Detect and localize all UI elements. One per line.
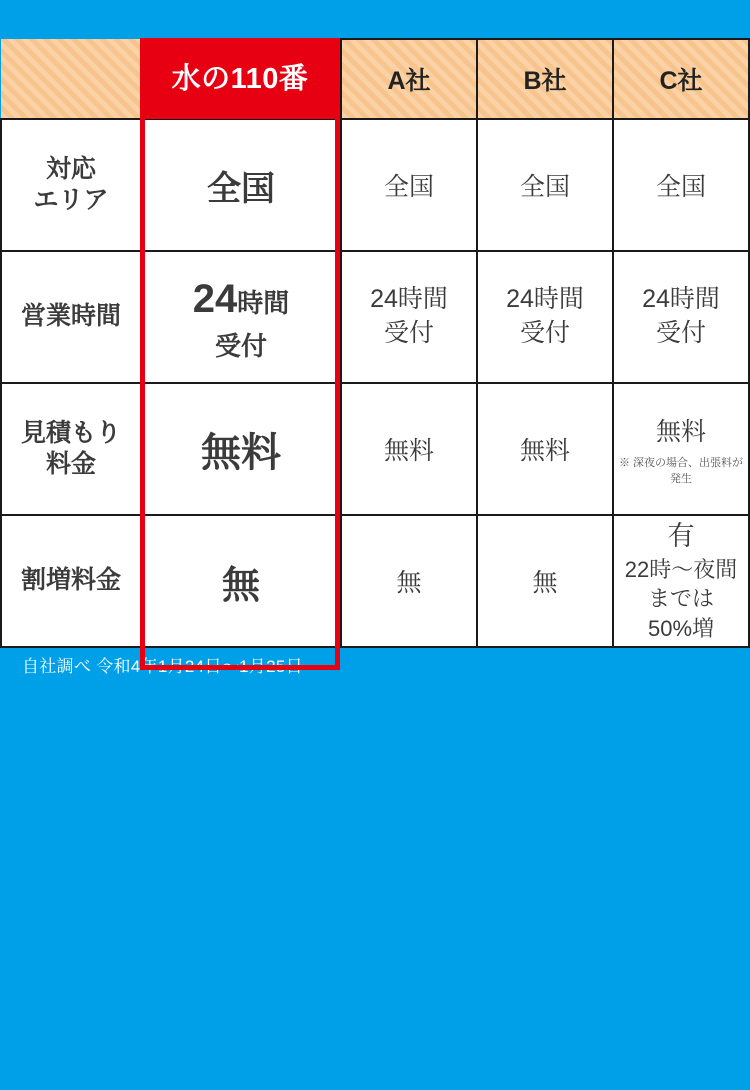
row-label-area-line1: 対応: [45, 154, 96, 183]
cell-c-estimate-note: ※ 深夜の場合、出張料が発生: [618, 457, 744, 485]
cell-c-surcharge: [613, 515, 749, 647]
row-label-area: [1, 119, 141, 251]
cell-c-hours-line1: 24時間: [642, 285, 720, 314]
row-label-hours: 営業時間: [1, 251, 141, 383]
header-company-c: C社: [613, 39, 749, 119]
cell-main-hours-line2: 受付: [214, 330, 267, 361]
row-label-estimate-line2: 料金: [45, 450, 96, 478]
cell-a-hours-line2: 受付: [383, 319, 434, 347]
cell-a-area: 全国: [341, 119, 477, 251]
comparison-table: [0, 38, 750, 648]
cell-c-hours-line2: 受付: [655, 319, 706, 347]
cell-c-area: 全国: [613, 119, 749, 251]
cell-a-estimate: 無料: [341, 383, 477, 515]
cell-b-estimate: 無料: [477, 383, 613, 515]
header-company-a: A社: [341, 39, 477, 119]
cell-c-surcharge-line3: までは: [647, 586, 714, 612]
cell-c-surcharge-line1: 有: [667, 521, 695, 552]
cell-main-surcharge-value: 無: [221, 564, 260, 607]
main-company-name: 水の110番: [171, 62, 309, 95]
row-label-estimate: [1, 383, 141, 515]
cell-c-estimate: [613, 383, 749, 515]
cell-c-surcharge-line4: 50%増: [647, 616, 715, 642]
cell-c-hours: [613, 251, 749, 383]
cell-main-hours-line1: [142, 272, 340, 326]
cell-main-hours-number: 24: [192, 276, 238, 321]
cell-a-hours: [341, 251, 477, 383]
table-row: [1, 515, 749, 647]
cell-a-hours-line1: 24時間: [370, 285, 448, 314]
cell-c-surcharge-line2: 22時〜夜間: [624, 556, 738, 582]
row-label-estimate-line1: 見積もり: [20, 418, 121, 447]
cell-b-hours: [477, 251, 613, 383]
table-corner-cell: [1, 39, 141, 119]
cell-c-estimate-value: 無料: [655, 418, 706, 446]
cell-main-surcharge: [141, 515, 341, 647]
main-company-header: [140, 38, 340, 114]
table-row: [1, 251, 749, 383]
table-row: [1, 119, 749, 251]
table-row: [1, 383, 749, 515]
comparison-table-wrapper: [0, 38, 750, 648]
cell-b-area: 全国: [477, 119, 613, 251]
cell-main-hours: [141, 251, 341, 383]
cell-b-surcharge: 無: [477, 515, 613, 647]
header-company-b: B社: [477, 39, 613, 119]
cell-main-estimate: [141, 383, 341, 515]
cell-b-hours-line2: 受付: [519, 319, 570, 347]
cell-main-area: [141, 119, 341, 251]
cell-main-hours-unit: 時間: [237, 287, 290, 318]
source-footnote: 自社調べ 令和4年1月24日〜1月25日: [22, 657, 303, 676]
row-label-area-line2: エリア: [33, 186, 109, 214]
cell-main-area-value: 全国: [207, 169, 275, 208]
table-header-row: [1, 39, 749, 119]
cell-main-estimate-value: 無料: [201, 430, 281, 475]
cell-b-hours-line1: 24時間: [506, 285, 584, 314]
cell-a-surcharge: 無: [341, 515, 477, 647]
row-label-surcharge: 割増料金: [1, 515, 141, 647]
